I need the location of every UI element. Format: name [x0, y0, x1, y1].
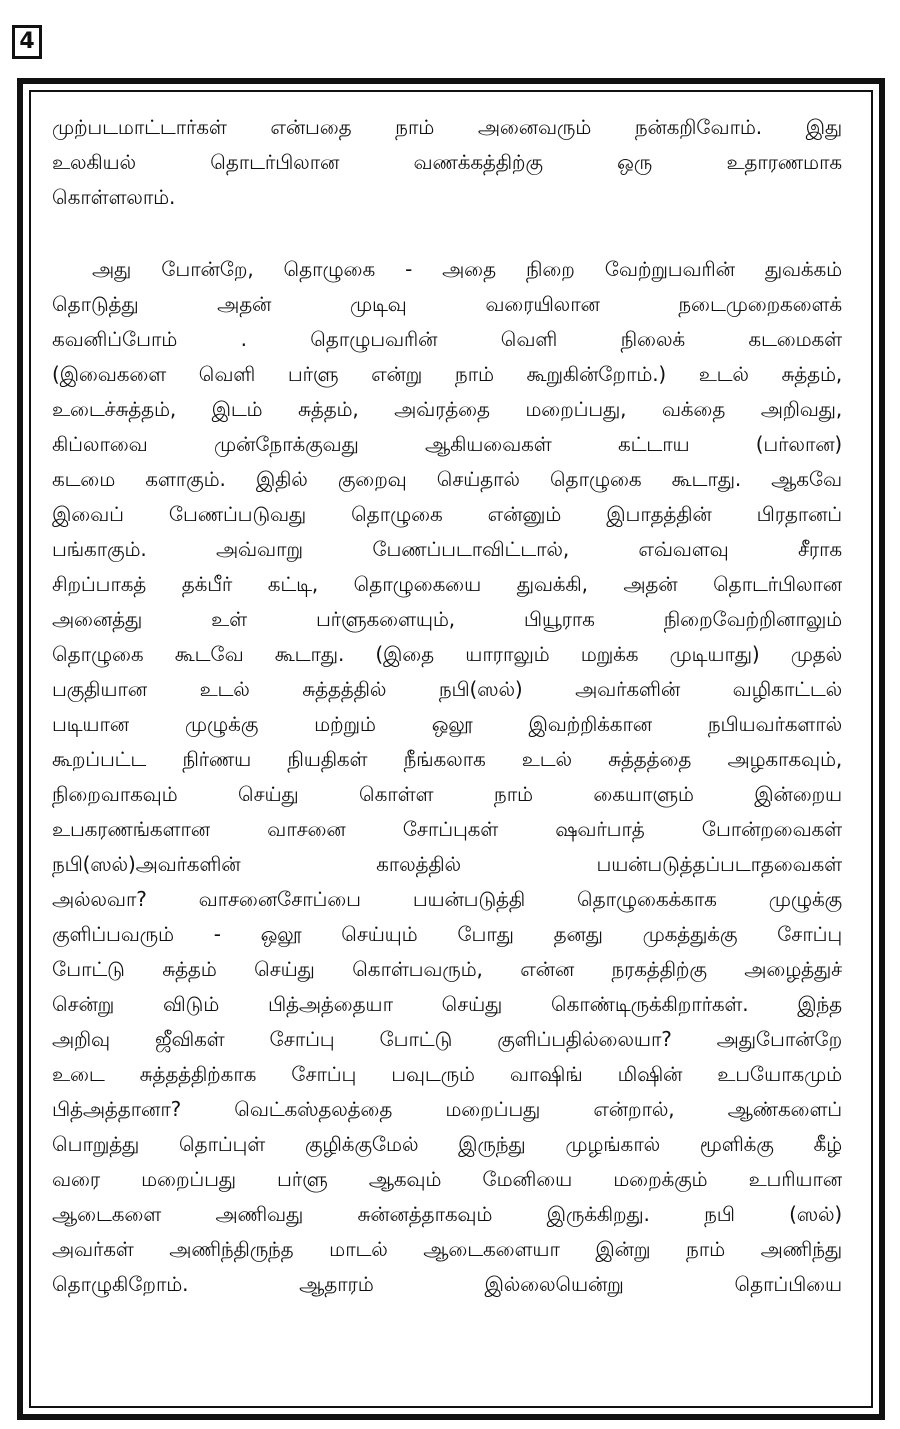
- text-line: வரை மறைப்பது பர்ளு ஆகவும் மேனியை மறைக்கும் உபரியான: [52, 1167, 842, 1191]
- text-line: உடைச்சுத்தம், இடம் சுத்தம், அவ்ரத்தை மறைப்பது, வக்தை அறிவது,: [52, 397, 842, 421]
- text-line: கொள்ளலாம்.: [52, 185, 176, 209]
- text-line: அவர்கள் அணிந்திருந்த மாடல் ஆடைகளையா இன்று நாம் அணிந்து: [52, 1237, 842, 1261]
- text-line: அறிவு ஜீவிகள் சோப்பு போட்டு குளிப்பதில்லையா? அதுபோன்றே: [52, 1027, 842, 1051]
- text-line: கடமை களாகும். இதில் குறைவு செய்தால் தொழுகை கூடாது. ஆகவே: [52, 467, 842, 491]
- text-line: உபகரணங்களான வாசனை சோப்புகள் ஷவர்பாத் போன்றவைகள்: [52, 817, 842, 841]
- text-line: உலகியல் தொடர்பிலான வணக்கத்திற்கு ஒரு உதாரணமாக: [52, 150, 842, 174]
- text-line: அது போன்றே, தொழுகை - அதை நிறை வேற்றுபவரின் துவக்கம்: [92, 257, 842, 281]
- text-line: தொடுத்து அதன் முடிவு வரையிலான நடைமுறைகளைக்: [52, 292, 842, 316]
- text-line: குளிப்பவரும் - ஒலூ செய்யும் போது தனது முகத்துக்கு சோப்பு: [52, 922, 842, 946]
- text-line: தொழுகை கூடவே கூடாது. (இதை யாராலும் மறுக்க முடியாது) முதல்: [52, 642, 842, 666]
- text-line: கவனிப்போம் . தொழுபவரின் வெளி நிலைக் கடமைகள்: [52, 327, 842, 351]
- paragraph-1: [52, 110, 842, 215]
- text-line: அனைத்து உள் பர்ளுகளையும், பியூராக நிறைவேற்றினாலும்: [52, 607, 842, 631]
- text-line: ஆடைகளை அணிவது சுன்னத்தாகவும் இருக்கிறது. நபி (ஸல்): [52, 1202, 842, 1226]
- body-text: [52, 110, 842, 1302]
- text-line: பித்அத்தானா? வெட்கஸ்தலத்தை மறைப்பது என்றால், ஆண்களைப்: [52, 1097, 842, 1121]
- text-line: கிப்லாவை முன்நோக்குவது ஆகியவைகள் கட்டாய (பர்லான): [52, 432, 842, 456]
- text-line: நிறைவாகவும் செய்து கொள்ள நாம் கையாளும் இன்றைய: [52, 782, 842, 806]
- text-line: (இவைகளை வெளி பர்ளு என்று நாம் கூறுகின்றோம்.) உடல் சுத்தம்,: [52, 362, 842, 386]
- text-line: தொழுகிறோம். ஆதாரம் இல்லையென்று தொப்பியை: [52, 1272, 842, 1296]
- text-line: சென்று விடும் பித்அத்தையா செய்து கொண்டிருக்கிறார்கள். இந்த: [52, 992, 842, 1016]
- paragraph-2: [52, 252, 842, 1302]
- text-line: பொறுத்து தொப்புள் குழிக்குமேல் இருந்து முழங்கால் மூளிக்கு கீழ்: [52, 1132, 842, 1156]
- text-line: நபி(ஸல்)அவர்களின் காலத்தில் பயன்படுத்தப்படாதவைகள்: [52, 852, 842, 876]
- text-line: போட்டு சுத்தம் செய்து கொள்பவரும், என்ன நரகத்திற்கு அழைத்துச்: [52, 957, 842, 981]
- text-line: உடை சுத்தத்திற்காக சோப்பு பவுடரும் வாஷிங் மிஷின் உபயோகமும்: [52, 1062, 842, 1086]
- text-line: இவைப் பேணப்படுவது தொழுகை என்னும் இபாதத்தின் பிரதானப்: [52, 502, 842, 526]
- text-line: பங்காகும். அவ்வாறு பேணப்படாவிட்டால், எவ்வளவு சீராக: [52, 537, 842, 561]
- page-number: 4: [12, 25, 42, 59]
- text-line: முற்படமாட்டார்கள் என்பதை நாம் அனைவரும் நன்கறிவோம். இது: [52, 115, 842, 139]
- text-line: படியான முழுக்கு மற்றும் ஒலூ இவற்றிக்கான நபியவர்களால்: [52, 712, 842, 736]
- text-line: கூறப்பட்ட நிர்ணய நியதிகள் நீங்கலாக உடல் சுத்தத்தை அழகாகவும்,: [52, 747, 842, 771]
- text-line: சிறப்பாகத் தக்பீர் கட்டி, தொழுகையை துவக்கி, அதன் தொடர்பிலான: [52, 572, 842, 596]
- text-line: பகுதியான உடல் சுத்தத்தில் நபி(ஸல்) அவர்களின் வழிகாட்டல்: [52, 677, 842, 701]
- paragraph-gap: [52, 215, 842, 252]
- text-line: அல்லவா? வாசனைசோப்பை பயன்படுத்தி தொழுகைக்காக முழுக்கு: [52, 887, 842, 911]
